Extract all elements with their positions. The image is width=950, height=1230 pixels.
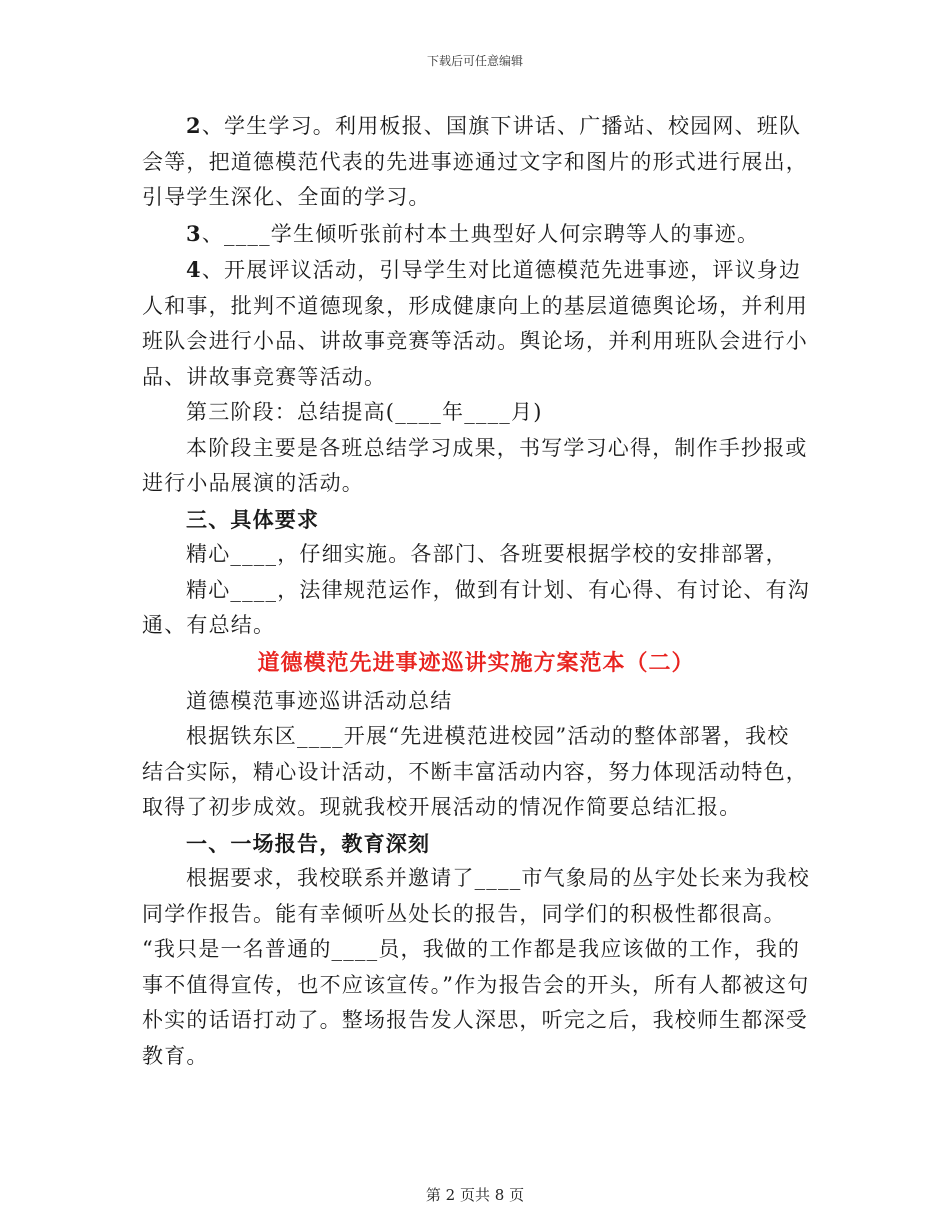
paragraph-2: 2、学生学习。利用板报、国旗下讲话、广播站、校园网、班队会等，把道德模范代表的先进事迹通过文字和图片的形式进行展出，引导学生深化、全面的学习。 <box>142 113 808 209</box>
report-paragraph-1: 根据要求，我校联系并邀请了____市气象局的丛宇处长来为我校同学作报告。能有幸倾听丛处长的报告，同学们的积极性都很高。 <box>142 866 810 926</box>
paragraph-3: 3、____学生倾听张前村本土典型好人何宗聘等人的事迹。 <box>186 220 760 246</box>
page-header: 下载后可任意编辑 <box>426 54 523 68</box>
document-body <box>142 108 810 1074</box>
section-title: 道德模范先进事迹巡讲实施方案范本（二） <box>257 650 695 676</box>
list-number: 3 <box>186 220 202 246</box>
list-number: 2 <box>186 113 202 138</box>
report-paragraph-2: “我只是一名普通的____员，我做的工作都是我应该做的工作，我的事不值得宣传，也不应该宣传。”作为报告会的开头，所有人都被这句朴实的话语打动了。整场报告发人深思，听完之后，我校师生都深受教育。 <box>142 937 810 1068</box>
page-footer: 第 2 页共 8 页 <box>425 1186 525 1204</box>
summary-subtitle: 道德模范事迹巡讲活动总结 <box>186 688 453 713</box>
section-heading-report: 一、一场报告，教育深刻 <box>186 830 431 856</box>
requirement-paragraph-1: 精心____，仔细实施。各部门、各班要根据学校的安排部署， <box>186 542 788 566</box>
section-heading-requirements: 三、具体要求 <box>186 506 320 532</box>
stage-three-text: 本阶段主要是各班总结学习成果，书写学习心得，制作手抄报或进行小品展演的活动。 <box>142 435 808 495</box>
stage-three-heading: 第三阶段：总结提高(____年____月) <box>186 400 543 424</box>
list-number: 4 <box>186 257 202 282</box>
requirement-paragraph-2: 精心____，法律规范运作，做到有计划、有心得、有讨论、有沟通、有总结。 <box>142 577 810 637</box>
summary-intro: 根据铁东区____开展“先进模范进校园”活动的整体部署，我校结合实际，精心设计活动，不断丰富活动内容，努力体现活动特色，取得了初步成效。现就我校开展活动的情况作简要总结汇报。 <box>142 724 808 819</box>
paragraph-4: 4、开展评议活动，引导学生对比道德模范先进事迹，评议身边人和事，批判不道德现象，形成健康向上的基层道德舆论场，并利用班队会进行小品、讲故事竞赛等活动。舆论场，并利用班队会进行小品、讲故事竞赛等活动。 <box>142 257 808 389</box>
